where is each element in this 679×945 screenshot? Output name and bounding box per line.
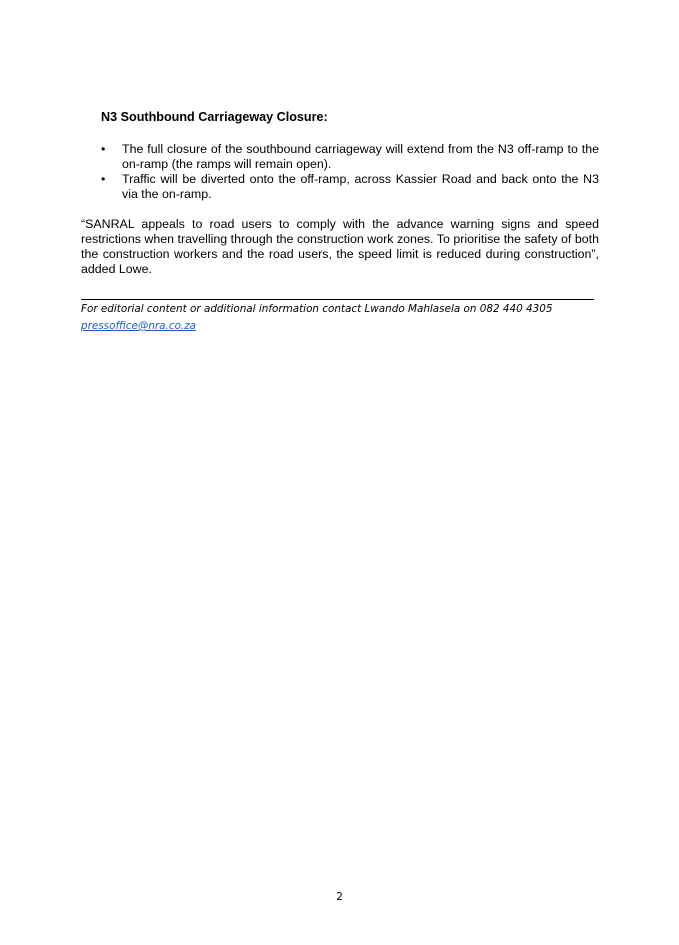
list-item-text: Traffic will be diverted onto the off-ramp, across Kassier Road and back onto the N3 via the on-ramp. xyxy=(122,172,599,201)
quote-paragraph: “SANRAL appeals to road users to comply with the advance warning signs and speed restrictions when travelling through the construction work zones. To prioritise the safety of both the construction workers and the road users, the speed limit is reduced during construction”, added Lowe. xyxy=(81,217,599,276)
section-heading: N3 Southbound Carriageway Closure: xyxy=(101,110,328,124)
footer-divider xyxy=(81,299,594,300)
list-item xyxy=(101,172,599,202)
email-link[interactable]: pressoffice@nra.co.za xyxy=(81,320,197,332)
bullet-icon: • xyxy=(101,172,106,186)
list-item-text: The full closure of the southbound carriageway will extend from the N3 off-ramp to the on-ramp (the ramps will remain open). xyxy=(122,142,599,171)
bullet-icon: • xyxy=(101,142,106,156)
contact-info: For editorial content or additional information contact Lwando Mahlasela on 082 440 4305 xyxy=(81,303,553,315)
list-item xyxy=(101,142,599,172)
page-number: 2 xyxy=(336,891,343,903)
closure-bullet-list xyxy=(101,142,599,202)
